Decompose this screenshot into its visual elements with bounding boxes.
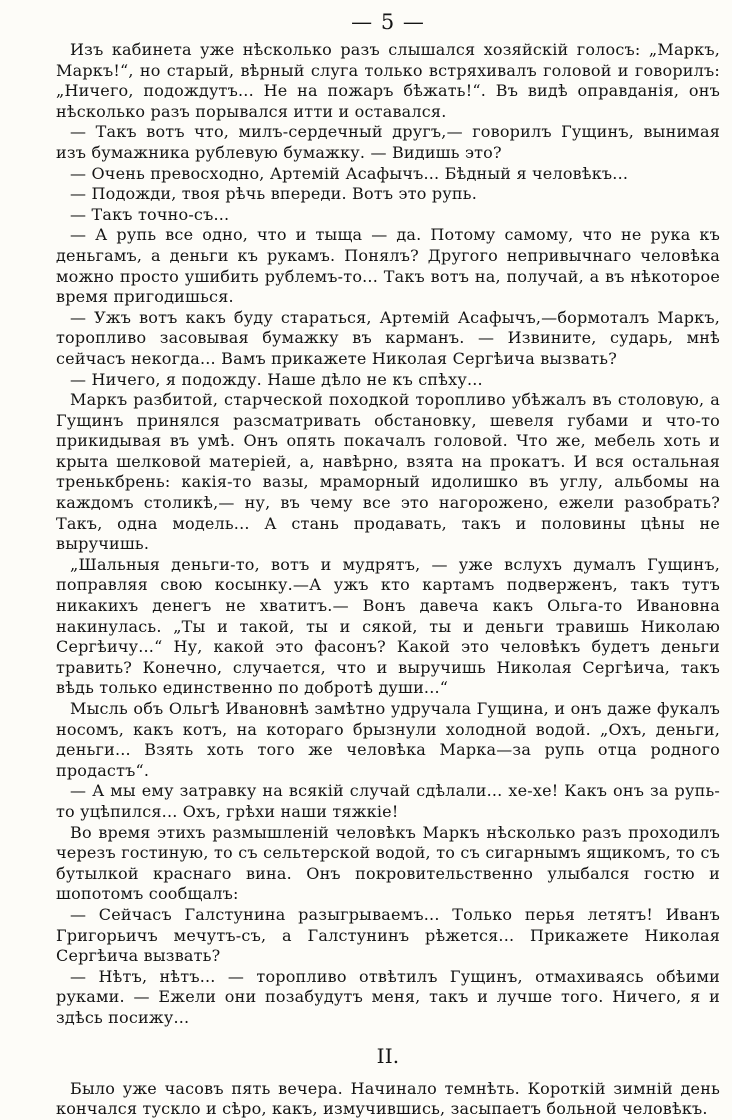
paragraph: — Такъ вотъ что, милъ-сердечный другъ,— говорилъ Гущинъ, вынимая изъ бумажника рублевую бумажку. — Видишь это?: [56, 122, 720, 162]
paragraph: — Очень превосходно, Артемій Асафычъ... Бѣдный я человѣкъ...: [70, 163, 629, 183]
paragraph: Было уже часовъ пять вечера. Начинало темнѣть. Короткій зимній день кончался тускло и сѣро, какъ, измучившись, засыпаетъ больной человѣкъ.: [56, 1078, 720, 1119]
paragraph: — Сейчасъ Галстунина разыгрываемъ... Только перья летятъ! Иванъ Григорьичъ мечутъ-съ, а Галстунинъ рѣжется... Прикажете Николая Сергѣича вызвать?: [56, 904, 720, 966]
paragraph: — А рупь все одно, что и тыща — да. Потому самому, что не рука къ деньгамъ, а деньги къ рукамъ. Понялъ? Другого непривычнаго человѣка можно просто ушибить рублемъ-то... Такъ вотъ на, получай, а въ нѣкоторое время пригодишься.: [56, 225, 720, 307]
page-number: — 5 —: [351, 10, 425, 34]
section-heading: II.: [376, 1043, 400, 1068]
paragraph: — Подожди, твоя рѣчь впереди. Вотъ это рупь.: [70, 184, 477, 204]
paragraph: Во время этихъ размышленій человѣкъ Маркъ нѣсколько разъ проходилъ черезъ гостиную, то съ сельтерской водой, то съ сигарнымъ ящикомъ, то съ бутылкой краснаго вина. Онъ покровительственно улыбался гостю и шопотомъ сообщалъ:: [56, 822, 720, 904]
page-text: [56, 40, 720, 1120]
paragraph: „Шальныя деньги-то, вотъ и мудрятъ, — уже вслухъ думалъ Гущинъ, поправляя свою косынку.—А ужъ кто картамъ подверженъ, такъ тутъ никакихъ денегъ не хватитъ.— Вонъ давеча какъ Ольга-то Ивановна накинулась. „Ты и такой, ты и сякой, ты и деньги травишь Николаю Сергѣичу...“ Ну, какой это фасонъ? Какой это человѣкъ будетъ деньги травить? Конечно, случается, что и выручишь Николая Сергѣича, такъ вѣдь только единственно по добротѣ души...“: [56, 554, 720, 698]
paragraph: — А мы ему затравку на всякій случай сдѣлали... хе-хе! Какъ онъ за рупь-то уцѣпился... Охъ, грѣхи наши тяжкіе!: [56, 781, 720, 821]
paragraph: — Ужъ вотъ какъ буду стараться, Артемій Асафычъ,—бормоталъ Маркъ, торопливо засовывая бумажку въ карманъ. — Извините, сударь, мнѣ сейчасъ некогда... Вамъ прикажете Николая Сергѣича вызвать?: [56, 307, 720, 368]
paragraph: Мысль объ Ольгѣ Ивановнѣ замѣтно удручала Гущина, и онъ даже фукалъ носомъ, какъ котъ, на котораго брызнули холодной водой. „Охъ, деньги, деньги... Взять хоть того же человѣка Марка—за рупь отца родного продастъ“.: [56, 699, 720, 780]
paragraph: — Такъ точно-съ...: [70, 204, 230, 224]
paragraph: — Нѣтъ, нѣтъ... — торопливо отвѣтилъ Гущинъ, отмахиваясь обѣими руками. — Ежели они позабудутъ меня, такъ и лучше того. Ничего, я и здѣсь посижу...: [56, 966, 720, 1027]
paragraph: Изъ кабинета уже нѣсколько разъ слышался хозяйскій голосъ: „Маркъ, Маркъ!“, но старый, вѣрный слуга только встряхивалъ головой и говорилъ: „Ничего, подождутъ... Не на пожаръ бѣжать!“. Въ видѣ оправданія, онъ нѣсколько разъ порывался итти и оставался.: [56, 40, 720, 121]
paragraph: — Ничего, я подожду. Наше дѣло не къ спѣху...: [70, 369, 483, 389]
paragraph: Маркъ разбитой, старческой походкой торопливо убѣжалъ въ столовую, а Гущинъ принялся разсматривать обстановку, шевеля губами и что-то прикидывая въ умѣ. Онъ опять покачалъ головой. Что же, мебель хоть и крыта шелковой матеріей, а, навѣрно, взята на прокатъ. И вся остальная тренькбрень: какія-то вазы, мраморный идолишко въ углу, альбомы на каждомъ столикѣ,— ну, въ чему все это нагорожено, ежели разобрать? Такъ, одна модель... А стань продавать, такъ и половины цѣны не выручишь.: [56, 390, 720, 554]
